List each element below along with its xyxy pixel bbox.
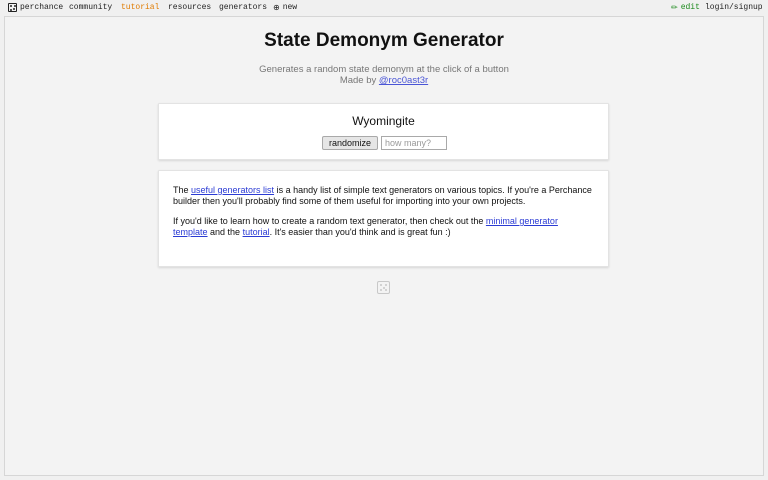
info-p2-mid: and the <box>207 227 243 237</box>
generated-output: Wyomingite <box>352 114 415 128</box>
nav-login-link[interactable] <box>702 3 763 12</box>
info-paragraph-2 <box>173 216 594 238</box>
made-by-prefix: Made by <box>339 75 379 86</box>
info-p1-post: is a handy list of simple text generators on various topics. If you're a Perchance builder then you'll probably find some of them useful for importing into your own projects. <box>173 185 592 206</box>
author-link[interactable]: @roc0ast3r <box>378 75 429 86</box>
nav-tutorial-label: tutorial <box>121 3 160 12</box>
output-card <box>158 103 609 160</box>
pencil-icon: ✏ <box>671 3 678 12</box>
plus-circle-icon: ⊕ <box>273 3 280 12</box>
nav-new-label: new <box>282 3 298 12</box>
subtitle-text: Generates a random state demonym at the click of a button <box>259 64 509 75</box>
footer-dice-icon[interactable] <box>377 281 390 294</box>
nav-tutorial-link[interactable] <box>118 3 159 12</box>
nav-resources-label: resources <box>168 3 212 12</box>
nav-login-label: login/signup <box>705 3 763 12</box>
made-by-line <box>0 75 768 86</box>
count-input[interactable] <box>381 136 447 150</box>
useful-generators-link[interactable]: useful generators list <box>191 185 275 195</box>
info-p2-pre: If you'd like to learn how to create a random text generator, then check out the <box>173 216 486 226</box>
nav-brand-label: perchance <box>20 3 64 12</box>
tutorial-link[interactable]: tutorial <box>242 227 270 237</box>
nav-community-label: community <box>69 3 113 12</box>
page-subtitle <box>0 64 768 86</box>
page-title: State Demonym Generator <box>264 30 504 51</box>
top-nav <box>0 0 768 16</box>
dice-logo-icon <box>8 3 17 12</box>
minimal-template-link[interactable]: minimal generator template <box>173 216 558 237</box>
nav-edit-link[interactable] <box>671 3 700 12</box>
nav-generators-label: generators <box>219 3 268 12</box>
nav-resources-link[interactable] <box>165 3 211 12</box>
info-p2-post: . It's easier than you'd think and is great fun :) <box>269 227 451 237</box>
nav-new-link[interactable] <box>273 3 297 12</box>
randomize-button[interactable]: randomize <box>322 136 378 150</box>
nav-edit-label: edit <box>680 3 700 12</box>
nav-generators-link[interactable] <box>216 3 267 12</box>
info-card <box>158 170 609 267</box>
info-p1-pre: The <box>173 185 192 195</box>
nav-home-link[interactable] <box>8 3 63 12</box>
info-paragraph-1 <box>173 185 594 207</box>
nav-community-link[interactable] <box>66 3 112 12</box>
